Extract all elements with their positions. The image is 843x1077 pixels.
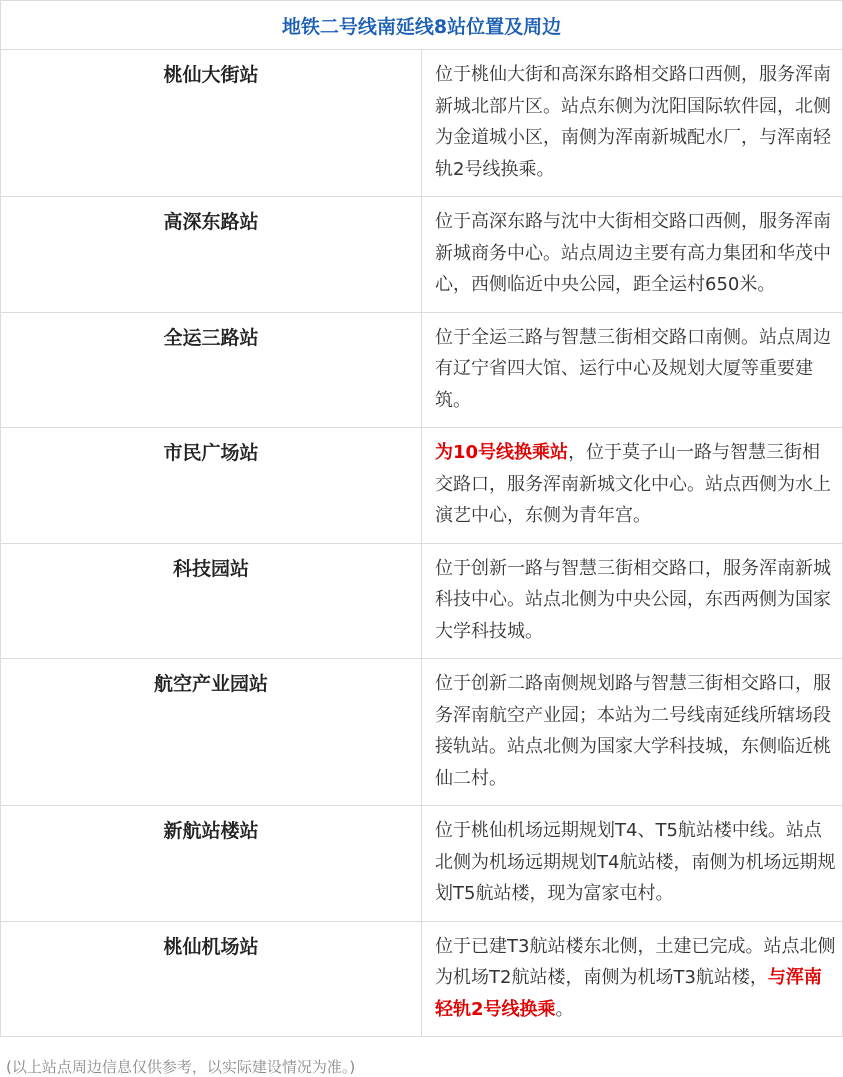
station-description — [422, 428, 843, 544]
description-tail: 。 — [555, 998, 574, 1020]
station-description — [422, 921, 843, 1037]
table-row — [1, 197, 843, 313]
station-name: 桃仙机场站 — [1, 921, 422, 1037]
description-text: 位于创新一路与智慧三街相交路口，服务浑南新城科技中心。站点北侧为中央公园，东西两侧为国家大学科技城。 — [435, 557, 831, 642]
description-text: ，位于莫子山一路与智慧三街相交路口，服务浑南新城文化中心。站点西侧为水上演艺中心，东侧为青年宫。 — [435, 442, 831, 526]
table-row — [1, 50, 843, 197]
station-description — [422, 806, 843, 922]
table-title: 地铁二号线南延线8站位置及周边 — [1, 1, 843, 50]
station-description — [422, 659, 843, 806]
description-text: 位于已建T3航站楼东北侧，土建已完成。站点北侧为机场T2航站楼，南侧为机场T3航站楼， — [435, 935, 836, 988]
station-name: 桃仙大街站 — [1, 50, 422, 197]
station-name: 市民广场站 — [1, 428, 422, 544]
station-description — [422, 50, 843, 197]
footer-note: (以上站点周边信息仅供参考，以实际建设情况为准。) — [6, 1058, 356, 1076]
station-description — [422, 312, 843, 428]
station-name: 航空产业园站 — [1, 659, 422, 806]
table-row — [1, 312, 843, 428]
table-row — [1, 543, 843, 659]
highlight-transfer-text: 与浑南轻轨2号线换乘 — [435, 967, 822, 1020]
station-description — [422, 197, 843, 313]
station-description — [422, 543, 843, 659]
description-text: 位于全运三路与智慧三街相交路口南侧。站点周边有辽宁省四大馆、运行中心及规划大厦等重要建筑。 — [435, 326, 831, 411]
title-row — [1, 1, 843, 50]
table-row — [1, 806, 843, 922]
description-text: 位于创新二路南侧规划路与智慧三街相交路口，服务浑南航空产业园；本站为二号线南延线所辖场段接轨站。站点北侧为国家大学科技城，东侧临近桃仙二村。 — [435, 673, 831, 789]
station-name: 高深东路站 — [1, 197, 422, 313]
highlight-transfer-text: 为10号线换乘站 — [435, 442, 569, 463]
table-row — [1, 659, 843, 806]
table-row — [1, 428, 843, 544]
description-text: 位于桃仙机场远期规划T4、T5航站楼中线。站点北侧为机场远期规划T4航站楼，南侧为机场远期规划T5航站楼，现为富家屯村。 — [435, 820, 836, 904]
description-text: 位于桃仙大街和高深东路相交路口西侧，服务浑南新城北部片区。站点东侧为沈阳国际软件园，北侧为金道城小区，南侧为浑南新城配水厂，与浑南轻轨2号线换乘。 — [435, 64, 831, 180]
table-row — [1, 921, 843, 1037]
station-name: 新航站楼站 — [1, 806, 422, 922]
description-text: 位于高深东路与沈中大街相交路口西侧，服务浑南新城商务中心。站点周边主要有高力集团和华茂中心，西侧临近中央公园，距全运村650米。 — [435, 211, 831, 295]
station-name: 科技园站 — [1, 543, 422, 659]
station-name: 全运三路站 — [1, 312, 422, 428]
